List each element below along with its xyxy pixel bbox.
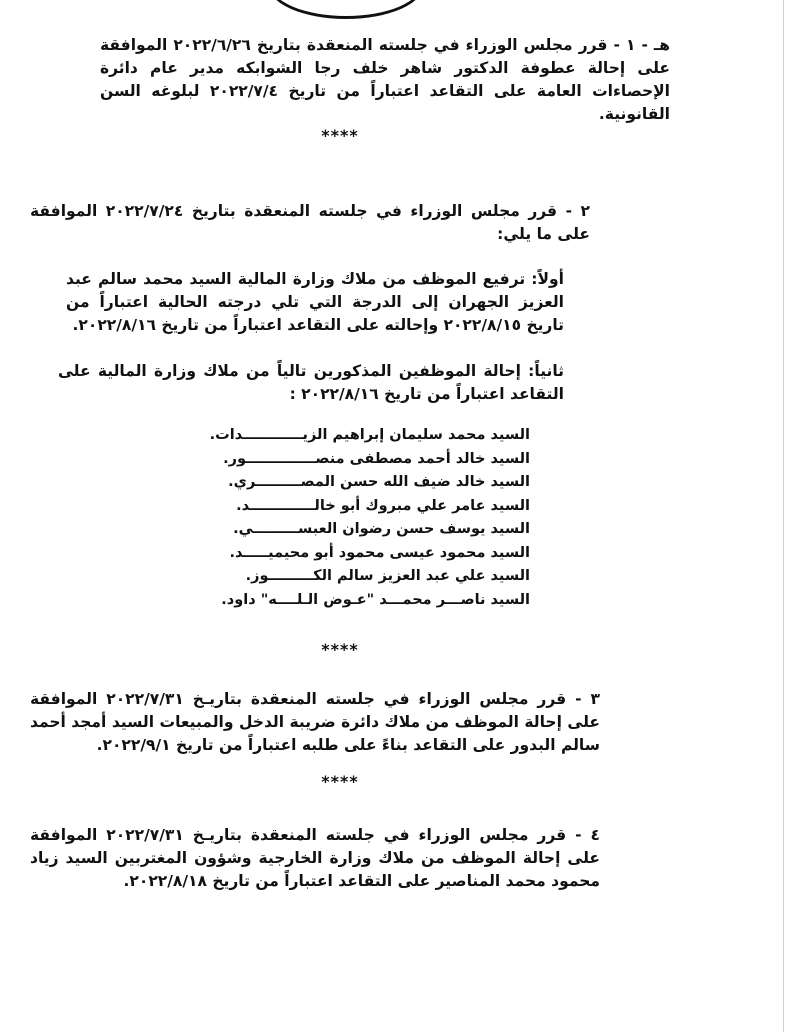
separator-3: **** — [321, 772, 359, 791]
retiree-name: السيد يوسف حسن رضوان العبســـــــــي. — [233, 521, 530, 537]
decision-2-marker: ٢ - — [565, 202, 590, 220]
decision-3 — [30, 688, 600, 757]
retiree-names-list — [210, 424, 530, 612]
retiree-name: السيد خالد أحمد مصطفى منصــــــــــــــور. — [223, 450, 530, 467]
decision-4-text: قرر مجلس الوزراء في جلسته المنعقدة بتاريـخ ٢٠٢٢/٧/٣١ الموافقة على إحالة الموظف من ملاك وزارة الخارجية وشؤون المغتربين السيد زياد محمود محمد المناصير على التقاعد اعتباراً من تاريخ ٢٠٢٢/٨/١٨. — [30, 826, 600, 890]
separator-1: **** — [321, 126, 359, 145]
seal-stamp — [268, 0, 424, 19]
decision-2-first-text: أولاً: ترفيع الموظف من ملاك وزارة المالية السيد محمد سالم عبد العزيز الجهران إلى الدرجة التي تلي درجته الحالية اعتباراً من تاريخ ٢٠٢٢/٨/١٥ وإحالته على التقاعد اعتباراً من تاريخ ٢٠٢٢/٨/١٦. — [66, 270, 564, 334]
decision-2-second-text: ثانياً: إحالة الموظفين المذكورين تالياً من ملاك وزارة المالية على التقاعد اعتباراً من تاريخ ٢٠٢٢/٨/١٦ : — [58, 362, 564, 403]
retiree-name: السيد ناصـــر محمـــد "عـوض الـلــــه" داود. — [221, 591, 530, 608]
retiree-name: السيد محمود عيسى محمود أبو محيميـــــد. — [229, 544, 530, 561]
decision-2-intro-text: قرر مجلس الوزراء في جلسته المنعقدة بتاريخ ٢٠٢٢/٧/٢٤ الموافقة على ما يلي: — [30, 202, 590, 243]
decision-3-text: قرر مجلس الوزراء في جلسته المنعقدة بتاريـخ ٢٠٢٢/٧/٣١ الموافقة على إحالة الموظف من ملاك دائرة ضريبة الدخل والمبيعات السيد أمجد أحمد سالم البدور على التقاعد بناءً على طلبه اعتباراً من تاريخ ٢٠٢٢/٩/١. — [30, 690, 600, 754]
decision-1-text: قرر مجلس الوزراء في جلسته المنعقدة بتاريخ ٢٠٢٢/٦/٢٦ الموافقة على إحالة عطوفة الدكتور شاهر خلف رجا الشوابكه مدير عام دائرة الإحصاءات العامة على التقاعد اعتباراً من تاريخ ٢٠٢٢/٧/٤ لبلوغه السن القانونية. — [100, 36, 670, 123]
page-edge-divider — [783, 0, 784, 1032]
decision-2-intro — [30, 200, 590, 246]
decision-3-marker: ٣ - — [575, 690, 600, 708]
decision-1-marker: هـ - ١ - — [613, 36, 670, 54]
decision-2-first — [66, 268, 564, 337]
retiree-name: السيد خالد ضيف الله حسن المصـــــــــري. — [228, 474, 530, 490]
retiree-name: السيد محمد سليمان إبراهيم الزيــــــــــــدات. — [209, 427, 530, 443]
decision-4-marker: ٤ - — [575, 826, 600, 844]
decision-2-second — [58, 360, 564, 406]
decision-4 — [30, 824, 600, 893]
retiree-name: السيد عامر علي مبروك أبو خالـــــــــــــد. — [236, 497, 530, 514]
retiree-name: السيد علي عبد العزيز سالم الكـــــــــوز. — [245, 568, 530, 584]
decision-1 — [100, 34, 670, 126]
separator-2: **** — [321, 640, 359, 659]
